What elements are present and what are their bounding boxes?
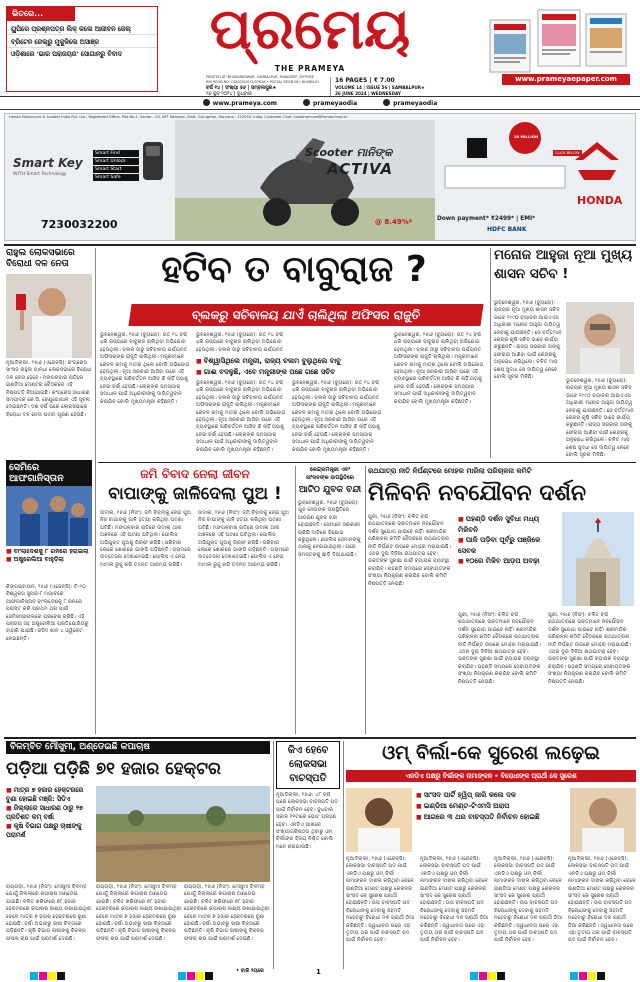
print-info	[206, 75, 326, 98]
inside-item[interactable]: ଓଡ଼ିଶାରେ 'ଭାର ପରାଜୟର' ସୋଗାନରୁ ବିବାଦ	[7, 47, 157, 59]
secretary-body-1: ଭୁବନେଶ୍ୱର, ୨୫ା୬ (ବ୍ୟୁରୋ): ରାଜ୍ୟର ନୂଆ ମୁଖ୍ୟ ଶାସନ ସଚିବ ଭାବେ ୧୯୯୦ ବ୍ୟାଚର ଆଇଏଏସ ଅଧିକାରୀ ମନୋଜ ଆହୁଜା ଦାୟିତ୍ୱ ନେବାକୁ ଯାଉଛନ୍ତି। ସେ ବର୍ତ୍ତମାନ କେନ୍ଦ୍ର କୃଷି ସଚିବ ଭାବେ କାର୍ଯ୍ୟ କରୁଛନ୍ତି। ରାଜ୍ୟ ସରକାର ତାଙ୍କୁ ଫେରାଇ ଆଣିବା ପାଇଁ କେନ୍ଦ୍ରକୁ ଅନୁରୋଧ କରିଥିଲେ। ଚଳିତ ମାସ ଶେଷ ସୁଦ୍ଧା ସେ ଦାୟିତ୍ୱ ନେବେ ବୋଲି ସୂଚନା ମିଳିଛି।	[494, 300, 562, 381]
jagannath-bullet: ■ ପହଣ୍ଡି ଦର୍ଶନ ସୁବିଧା ମଧ୍ୟ ମିଳିବନି	[458, 514, 558, 535]
website-link[interactable]	[203, 99, 277, 107]
facebook-label: prameyaodia	[313, 100, 358, 107]
afghan-body: କିଙ୍ଗଷ୍ଟାଉନ, ୨୫ା୬ (ଏଜେନ୍ସି): ଟି-୨୦ ବିଶ୍ୱକପ ସୁପର-୮ ମ୍ୟାଚରେ ଆଫଗାନିସ୍ତାନ ବାଂଲାଦେଶକୁ ୮ ରନରେ ପରାସ୍ତ କରି ପ୍ରଥମ ଥର ପାଇଁ ସେମିଫାଇନାଲରେ ପ୍ରବେଶ କରିଛି। ଏହି ପରାଜୟ ସହ ଅଷ୍ଟ୍ରେଲିଆ ପ୍ରତିଯୋଗିତାରୁ ବାହାରି ଯାଇଛି। ରସିଦ ଖାନ ୪ ଓ୍ୱିକେଟ ନେଇଛନ୍ତି।	[6, 584, 89, 642]
pages-price: 16 PAGES | ₹ 7.00	[335, 77, 395, 84]
youth-headline[interactable]: ଆଟିଠ ଯୁବକ ବନ୍ଦୀ	[298, 485, 362, 495]
afghan-bullet: ■ ବାଂଲାଦେଶକୁ ୮ ରନରେ ହରାଇଲା	[6, 548, 92, 556]
page-number: 1	[316, 968, 321, 976]
youth-kicker: କେନ୍ଦ୍ରମନ୍ତ୍ରୀ ଏବଂ ସାଂସଦଙ୍କ ଉପସ୍ଥିତିରେ	[305, 467, 354, 481]
masthead-title: ପ୍ରମେୟ	[209, 0, 411, 62]
ahuja-photo	[566, 302, 634, 374]
secretary-headline[interactable]: ମନୋଜ ଆହୁଜା ନୂଆ ମୁଖ୍ୟ ଶାସନ ସଚିବ !	[494, 247, 633, 282]
twitter-link[interactable]	[383, 99, 437, 107]
jagannath-bullets	[458, 514, 558, 567]
speaker-bullet: ■ ସାଂସଦ ପାର୍ଟି ହ୍ୱିପ୍ ଜାରି କଲେ ଦଳ	[416, 790, 566, 801]
feature-tag: Smart Find	[93, 150, 139, 157]
field-photo	[96, 786, 270, 882]
youth-body: ଭୁବନେଶ୍ୱର, ୨୫ା୬ (ବ୍ୟୁରୋ): ଯୁବ ନେତାଙ୍କ ଉପସ୍ଥିତିରେ ଆଠଜଣ ଯୁବକ ବନ୍ଦୀ ହୋଇଛନ୍ତି। ସେମାନେ ସରକାରୀ ଚାକିରି ଦାବିରେ ବିକ୍ଷୋଭ କରୁଥିଲେ। ପୋଲିସ ସେମାନଙ୍କୁ ଥାନାକୁ ନେଇଯାଇଥିଲା। ପରେ ସମସ୍ତଙ୍କୁ ଛାଡ଼ି ଦିଆଯାଇଛି।	[298, 500, 361, 558]
cotton-bullet: ■ ମାତ୍ର ୭ ହଜାର ହେକ୍ଟରରେ ବୁଣା ହୋଇଛି ମଞ୍ଜି: ସିଡିଏ	[6, 786, 92, 804]
continued-note: • ବାକି ୨ୟରେ	[236, 968, 264, 974]
lead-subhead: ବ୍ଲକରୁ ସଚିବାଳୟ ଯାଏଁ ଚାଲିଥିଲା ଅଫିସର ରାଜୁତି	[128, 304, 483, 326]
land-body-2: ଉଦାଳା, ୨୫ା୬ (ନିସଂ): ଜମି ବିବାଦକୁ ନେଇ ପୁଅ ନିଜ ବାପାଙ୍କୁ ଜାଳି ହତ୍ୟା କରିଥିବା ଘଟଣା ଘଟିଛି। ମଙ୍ଗଳବାର ରାତିରେ ଉଦାଳା ଥାନା ଅଞ୍ଚଳରେ ଏହି ଘଟଣା ଘଟିଥିଲା। ପୋଲିସ ଅଭିଯୁକ୍ତ ପୁଅକୁ ଗିରଫ କରିଛି। ପରିବାର ଲୋକେ ଶୋକରେ ଭାଙ୍ଗି ପଡ଼ିଛନ୍ତି। ଗ୍ରାମରେ ଉତ୍ତେଜନା ଦେଖାଦେଇଛି। ପୋଲିସ ଏ ନେଇ ମାମଲା ରୁଜୁ କରି ତଦନ୍ତ ଆରମ୍ଭ କରିଛି।	[198, 510, 289, 568]
smart-key-sub: WITH Smart Technology	[13, 172, 67, 177]
x-icon	[383, 99, 390, 106]
lead-headline[interactable]: ହଟିବ ତ ବାବୁରାଜ ?	[161, 249, 427, 290]
ad-badge: 16 MILLION	[513, 134, 539, 139]
afghan-heading[interactable]: ସେମିରେ ଆଫଗାନିସ୍ତାନ	[6, 460, 92, 486]
scooter-name: Scooter ମାନିଙ୍କ	[305, 146, 393, 159]
cotton-body-1: ରାୟଗଡ଼ା, ୨୫ା୬ (ନିସଂ): ମୌସୁମୀ ବିଳମ୍ବ ଯୋଗୁଁ ଜିଲ୍ଲାରେ କପାଚାଷ ଅଣ୍ଡେଇ ଯାଇଛି। ଚଳିତ ଖରିଫରେ ୭୮ ହଜାର ହେକ୍ଟରରେ କପାଚାଷ ଲକ୍ଷ୍ୟ ରଖାଯାଇଥିବା ବେଳେ ମାତ୍ର ୭ ହଜାର ହେକ୍ଟରରେ ବୁଣା ହୋଇଛି। ବର୍ଷା ଅଭାବରୁ ଚାଷୀ ଚିନ୍ତାରେ ପଡ଼ିଛନ୍ତି। କୃଷି ବିଭାଗ ଚାଷୀଙ୍କୁ ବିକଳ୍ପ ଫସଲ ଚାଷ ପାଇଁ ପରାମର୍ଶ ଦେଇଛି।	[6, 884, 92, 942]
social-strip	[0, 96, 640, 110]
jagannath-bullet: ■ ୧୦ରେ ମିଳିବ ଆଡ଼ପ ଅବଢ଼ା	[458, 556, 558, 567]
lead-body-4: ଭୁବନେଶ୍ୱର, ୨୫ା୬ (ବ୍ୟୁରୋ): ଗତ ୨୪ ବର୍ଷ ଧରି ରାଜ୍ୟରେ ବାବୁରାଜ ଚାଲିଥିବା ଅଭିଯୋଗ ହେଉଥିଲା। ବ୍ଲକ ଠାରୁ ସଚିବାଳୟ ପର୍ଯ୍ୟନ୍ତ ଅଫିସରଙ୍କ ରାଜୁତି ଚାଲିଥିଲା। ମନ୍ତ୍ରୀମାନେ କେବଳ ନାମକୁ ମାତ୍ର ଥିଲେ ବୋଲି ଅଭିଯୋଗ ହେଉଥିଲା। ନୂଆ ସରକାର ଆସିବା ପରେ ଏହି ବ୍ୟବସ୍ଥାରେ ପରିବର୍ତ୍ତନ ଆସିବ କି ନାହିଁ ତାହାକୁ ନେଇ ଚର୍ଚ୍ଚା ହେଉଛି। ଲୋକଙ୍କ ସମସ୍ୟାର ସମାଧାନ ପାଇଁ ଅଧିକାରୀଙ୍କୁ ଦାୟିତ୍ୱବାନ କରାଯିବ ବୋଲି ମୁଖ୍ୟମନ୍ତ୍ରୀ କହିଛନ୍ତି।	[292, 380, 382, 453]
lead-body-1: ଭୁବନେଶ୍ୱର, ୨୫ା୬ (ବ୍ୟୁରୋ): ଗତ ୨୪ ବର୍ଷ ଧରି ରାଜ୍ୟରେ ବାବୁରାଜ ଚାଲିଥିବା ଅଭିଯୋଗ ହେଉଥିଲା। ବ୍ଲକ ଠାରୁ ସଚିବାଳୟ ପର୍ଯ୍ୟନ୍ତ ଅଫିସରଙ୍କ ରାଜୁତି ଚାଲିଥିଲା। ମନ୍ତ୍ରୀମାନେ କେବଳ ନାମକୁ ମାତ୍ର ଥିଲେ ବୋଲି ଅଭିଯୋଗ ହେଉଥିଲା। ନୂଆ ସରକାର ଆସିବା ପରେ ଏହି ବ୍ୟବସ୍ଥାରେ ପରିବର୍ତ୍ତନ ଆସିବ କି ନାହିଁ ତାହାକୁ ନେଇ ଚର୍ଚ୍ଚା ହେଉଛି। ଲୋକଙ୍କ ସମସ୍ୟାର ସମାଧାନ ପାଇଁ ଅଧିକାରୀଙ୍କୁ ଦାୟିତ୍ୱବାନ କରାଯିବ ବୋଲି ମୁଖ୍ୟମନ୍ତ୍ରୀ କହିଛନ୍ତି।	[100, 332, 190, 405]
ad-bank: HDFC BANK	[487, 226, 527, 233]
afghan-bullet: ■ ଅଷ୍ଟ୍ରେଲିଆ ବାହୁଡ଼ିଲା	[6, 556, 92, 564]
odia-date: ବର୍ଷ ୧୪ | ସଂଖ୍ୟା ୫୬ | ସମ୍ବଲପୁର★	[206, 86, 277, 91]
rahul-heading[interactable]: ରାହୁଲ ଲୋକସଭାରେ ବିରୋଧୀ ଦଳ ନେତା	[6, 248, 75, 269]
speaker-bullet: ■ ଇଣ୍ଡିଆ ମେଣ୍ଟ-ଟିଏମସି ଅରାପ	[416, 801, 566, 812]
cotton-kicker: ବିଳମ୍ବିତ ମୌସୁମୀ, ଅଣ୍ଡେଇଛି କପାଚାଷ	[6, 741, 270, 754]
speaker-body-2: ନୂଆଦିଲ୍ଲୀ, ୨୫ା୬ (ଏଜେନ୍ସି): ଲୋକସଭା ବାଚସ୍ପତି ପଦ ପାଇଁ ଏନଡିଏ ପକ୍ଷରୁ ଓମ୍ ବିର୍ଲା ନାମାଙ୍କନ ଦାଖଲ କରିଥିବା ବେଳେ ଇଣ୍ଡିଆ ମେଣ୍ଟ ପକ୍ଷରୁ କେରଳର ସାଂସଦ କେ ସୁରେଶ ପ୍ରାର୍ଥୀ ହୋଇଛନ୍ତି। ଉପ ବାଚସ୍ପତି ପଦ ବିରୋଧୀଙ୍କୁ ଦେବାକୁ ସହମତି ନହେବାରୁ ବିରୋଧୀ ଦଳ ପ୍ରାର୍ଥୀ ଠିଆ କରିଛନ୍ତି। ସ୍ୱାଧୀନତା ପରେ ଏହା ତୃତୀୟ ଥର ପାଇଁ ବାଚସ୍ପତି ପଦ ପାଇଁ ନିର୍ବାଚନ ହେବ।	[420, 856, 489, 944]
inside-item[interactable]: ୟୁପିରେ ପ୍ରଶ୍ନପତ୍ର ଲିକ୍ କଲେ ଆଜୀବନ ଜେଲ୍	[11, 25, 131, 33]
land-subhead[interactable]: ବାପାଙ୍କୁ ଜାଳିଦେଲା ପୁଅ !	[108, 484, 282, 504]
rahul-body: ନୂଆଦିଲ୍ଲୀ, ୨୫ା୬ (ଏଜେନ୍ସି): କଂଗ୍ରେସ ସାଂସଦ ରାହୁଲ ଗାନ୍ଧୀ ଲୋକସଭାରେ ବିରୋଧୀ ଦଳ ନେତା ହେବେ। ମଙ୍ଗଳବାର ରାତିରେ ଇଣ୍ଡିଆ ମେଣ୍ଟର ବୈଠକରେ ଏହି ନିଷ୍ପତ୍ତି ନିଆଯାଇଛି। କଂଗ୍ରେସ ସାଧାରଣ ସମ୍ପାଦକ କେ.ସି. ବେଣୁଗୋପାଳ ଏହି ସୂଚନା ଦେଇଛନ୍ତି। ଦଶ ବର୍ଷ ପରେ ଲୋକସଭାରେ ବିରୋଧୀ ଦଳ ନେତା ପଦବୀ ପୂରଣ ହେଉଛି।	[6, 360, 92, 418]
land-body-1: ଉଦାଳା, ୨୫ା୬ (ନିସଂ): ଜମି ବିବାଦକୁ ନେଇ ପୁଅ ନିଜ ବାପାଙ୍କୁ ଜାଳି ହତ୍ୟା କରିଥିବା ଘଟଣା ଘଟିଛି। ମଙ୍ଗଳବାର ରାତିରେ ଉଦାଳା ଥାନା ଅଞ୍ଚଳରେ ଏହି ଘଟଣା ଘଟିଥିଲା। ପୋଲିସ ଅଭିଯୁକ୍ତ ପୁଅକୁ ଗିରଫ କରିଛି। ପରିବାର ଲୋକେ ଶୋକରେ ଭାଙ୍ଗି ପଡ଼ିଛନ୍ତି। ଗ୍ରାମରେ ଉତ୍ତେଜନା ଦେଖାଦେଇଛି। ପୋଲିସ ଏ ନେଇ ମାମଲା ରୁଜୁ କରି ତଦନ୍ତ ଆରମ୍ଭ କରିଛି।	[100, 510, 191, 568]
feature-tag: Smart Unlock	[93, 158, 139, 165]
ad-phone[interactable]: 7230032200	[41, 218, 118, 231]
ad-offer: Down payment* ₹2499* | EMI*	[437, 216, 536, 222]
honda-ad[interactable]	[4, 113, 636, 241]
speaker-bullet: ■ ଆଗରେ ୩ ଥର ବାଚସ୍ପତି ନିର୍ବାଚନ ହୋଇଛି	[416, 812, 566, 823]
speaker-bullets	[416, 790, 566, 823]
speaker-subhead: ଏନଡିଏ ପକ୍ଷରୁ ବିର୍ଲାଙ୍କ ନାମାଙ୍କନ • ବିରୋଧୀଙ୍କ ପ୍ରାର୍ଥୀ କେ ସୁରେଶ	[346, 770, 636, 782]
afghan-bullets	[6, 548, 92, 564]
ad-cta[interactable]: CLICK BELOW	[555, 151, 580, 155]
lead-bullet: ■ ଗାଈ ବଦଳୁଛି, ଏବେ ମନ୍ତ୍ରୀଙ୍କ ପଛେ ଗଛେ ସଚିବ	[196, 367, 392, 378]
epaper-promo[interactable]	[482, 4, 634, 92]
birla-photo	[570, 788, 636, 852]
reg-no: RNI REGD NO: ODIODI/2011/37616 • POSTAL REGD NO: BHUBN-01	[206, 80, 320, 84]
speaker-body-1: ନୂଆଦିଲ୍ଲୀ, ୨୫ା୬ (ଏଜେନ୍ସି): ଲୋକସଭା ବାଚସ୍ପତି ପଦ ପାଇଁ ଏନଡିଏ ପକ୍ଷରୁ ଓମ୍ ବିର୍ଲା ନାମାଙ୍କନ ଦାଖଲ କରିଥିବା ବେଳେ ଇଣ୍ଡିଆ ମେଣ୍ଟ ପକ୍ଷରୁ କେରଳର ସାଂସଦ କେ ସୁରେଶ ପ୍ରାର୍ଥୀ ହୋଇଛନ୍ତି। ଉପ ବାଚସ୍ପତି ପଦ ବିରୋଧୀଙ୍କୁ ଦେବାକୁ ସହମତି ନହେବାରୁ ବିରୋଧୀ ଦଳ ପ୍ରାର୍ଥୀ ଠିଆ କରିଛନ୍ତି। ସ୍ୱାଧୀନତା ପରେ ଏହା ତୃତୀୟ ଥର ପାଇଁ ବାଚସ୍ପତି ପଦ ପାଇଁ ନିର୍ବାଚନ ହେବ।	[346, 856, 415, 944]
epaper-url[interactable]: www.prameyaepaper.com	[502, 74, 630, 85]
rahul-photo	[6, 274, 92, 358]
honda-logo: HONDA	[577, 194, 623, 207]
website-label: www.prameya.com	[212, 100, 278, 107]
jagannath-headline[interactable]: ମିଳିବନି ନବଯୌବନ ଦର୍ଶନ	[368, 481, 587, 506]
speaker-body-4: ନୂଆଦିଲ୍ଲୀ, ୨୫ା୬ (ଏଜେନ୍ସି): ଲୋକସଭା ବାଚସ୍ପତି ପଦ ପାଇଁ ଏନଡିଏ ପକ୍ଷରୁ ଓମ୍ ବିର୍ଲା ନାମାଙ୍କନ ଦାଖଲ କରିଥିବା ବେଳେ ଇଣ୍ଡିଆ ମେଣ୍ଟ ପକ୍ଷରୁ କେରଳର ସାଂସଦ କେ ସୁରେଶ ପ୍ରାର୍ଥୀ ହୋଇଛନ୍ତି। ଉପ ବାଚସ୍ପତି ପଦ ବିରୋଧୀଙ୍କୁ ଦେବାକୁ ସହମତି ନହେବାରୁ ବିରୋଧୀ ଦଳ ପ୍ରାର୍ଥୀ ଠିଆ କରିଛନ୍ତି। ସ୍ୱାଧୀନତା ପରେ ଏହା ତୃତୀୟ ଥର ପାଇଁ ବାଚସ୍ପତି ପଦ ପାଇଁ ନିର୍ବାଚନ ହେବ।	[568, 856, 636, 944]
suresh-photo	[346, 788, 412, 852]
lead-body-5: ଭୁବନେଶ୍ୱର, ୨୫ା୬ (ବ୍ୟୁରୋ): ଗତ ୨୪ ବର୍ଷ ଧରି ରାଜ୍ୟରେ ବାବୁରାଜ ଚାଲିଥିବା ଅଭିଯୋଗ ହେଉଥିଲା। ବ୍ଲକ ଠାରୁ ସଚିବାଳୟ ପର୍ଯ୍ୟନ୍ତ ଅଫିସରଙ୍କ ରାଜୁତି ଚାଲିଥିଲା। ମନ୍ତ୍ରୀମାନେ କେବଳ ନାମକୁ ମାତ୍ର ଥିଲେ ବୋଲି ଅଭିଯୋଗ ହେଉଥିଲା। ନୂଆ ସରକାର ଆସିବା ପରେ ଏହି ବ୍ୟବସ୍ଥାରେ ପରିବର୍ତ୍ତନ ଆସିବ କି ନାହିଁ ତାହାକୁ ନେଇ ଚର୍ଚ୍ଚା ହେଉଛି। ଲୋକଙ୍କ ସମସ୍ୟାର ସମାଧାନ ପାଇଁ ଅଧିକାରୀଙ୍କୁ ଦାୟିତ୍ୱବାନ କରାଯିବ ବୋଲି ମୁଖ୍ୟମନ୍ତ୍ରୀ କହିଛନ୍ତି।	[394, 332, 484, 405]
cotton-body-3: ରାୟଗଡ଼ା, ୨୫ା୬ (ନିସଂ): ମୌସୁମୀ ବିଳମ୍ବ ଯୋଗୁଁ ଜିଲ୍ଲାରେ କପାଚାଷ ଅଣ୍ଡେଇ ଯାଇଛି। ଚଳିତ ଖରିଫରେ ୭୮ ହଜାର ହେକ୍ଟରରେ କପାଚାଷ ଲକ୍ଷ୍ୟ ରଖାଯାଇଥିବା ବେଳେ ମାତ୍ର ୭ ହଜାର ହେକ୍ଟରରେ ବୁଣା ହୋଇଛି। ବର୍ଷା ଅଭାବରୁ ଚାଷୀ ଚିନ୍ତାରେ ପଡ଼ିଛନ୍ତି। କୃଷି ବିଭାଗ ଚାଷୀଙ୍କୁ ବିକଳ୍ପ ଫସଲ ଚାଷ ପାଇଁ ପରାମର୍ଶ ଦେଇଛି।	[184, 884, 270, 942]
issue-date: 26 JUNE 2024 | WEDNESDAY	[335, 91, 401, 96]
lead-bullets	[196, 356, 392, 378]
ad-company-line: Honda Motorcycle & Scooter India Pvt. Ltd., Registered Office: Plot No.1, Sector - 03, IMT Manesar, Distt. Gurugram, Haryana - 122050, India, Customer Care: customercare@honda.hmsi.in	[9, 115, 348, 119]
secretary-body-2: ଭୁବନେଶ୍ୱର, ୨୫ା୬ (ବ୍ୟୁରୋ): ରାଜ୍ୟର ନୂଆ ମୁଖ୍ୟ ଶାସନ ସଚିବ ଭାବେ ୧୯୯୦ ବ୍ୟାଚର ଆଇଏଏସ ଅଧିକାରୀ ମନୋଜ ଆହୁଜା ଦାୟିତ୍ୱ ନେବାକୁ ଯାଉଛନ୍ତି। ସେ ବର୍ତ୍ତମାନ କେନ୍ଦ୍ର କୃଷି ସଚିବ ଭାବେ କାର୍ଯ୍ୟ କରୁଛନ୍ତି। ରାଜ୍ୟ ସରକାର ତାଙ୍କୁ ଫେରାଇ ଆଣିବା ପାଇଁ କେନ୍ଦ୍ରକୁ ଅନୁରୋଧ କରିଥିଲେ। ଚଳିତ ମାସ ଶେଷ ସୁଦ୍ଧା ସେ ଦାୟିତ୍ୱ ନେବେ ବୋଲି ସୂଚନା ମିଳିଛି।	[566, 378, 634, 458]
cotton-bullet: ■ କୃଷି ବିଭାଗ ପକ୍ଷରୁ ଚାଷୀଙ୍କୁ ପରାମର୍ଶ	[6, 822, 92, 840]
cotton-bullet: ■ ଜିଲ୍ଲାରେ ସାଧାରଣ ଠାରୁ ୨୭ ପ୍ରତିଶତ କମ୍ ବର୍ଷା	[6, 804, 92, 822]
afghan-photo	[6, 486, 92, 546]
inside-label: ଭିତରେ...	[7, 7, 75, 21]
temple-photo	[562, 512, 634, 606]
odia-date-2: ୨୬ ଜୁନ ୨୦୨୪ | ବୁଧବାର	[206, 92, 252, 97]
twitter-label: prameyaodia	[393, 100, 438, 107]
speaker-headline[interactable]: ଓମ୍ ବିର୍ଲା-କେ ସୁରେଶ ଲଢ଼େଇ	[382, 742, 600, 764]
lead-body-2: ଭୁବନେଶ୍ୱର, ୨୫ା୬ (ବ୍ୟୁରୋ): ଗତ ୨୪ ବର୍ଷ ଧରି ରାଜ୍ୟରେ ବାବୁରାଜ ଚାଲିଥିବା ଅଭିଯୋଗ ହେଉଥିଲା। ବ୍ଲକ ଠାରୁ ସଚିବାଳୟ ପର୍ଯ୍ୟନ୍ତ	[196, 332, 284, 352]
feature-tag: Smart Start	[93, 166, 139, 173]
cotton-body-2: ରାୟଗଡ଼ା, ୨୫ା୬ (ନିସଂ): ମୌସୁମୀ ବିଳମ୍ବ ଯୋଗୁଁ ଜିଲ୍ଲାରେ କପାଚାଷ ଅଣ୍ଡେଇ ଯାଇଛି। ଚଳିତ ଖରିଫରେ ୭୮ ହଜାର ହେକ୍ଟରରେ କପାଚାଷ ଲକ୍ଷ୍ୟ ରଖାଯାଇଥିବା ବେଳେ ମାତ୍ର ୭ ହଜାର ହେକ୍ଟରରେ ବୁଣା ହୋଇଛି। ବର୍ଷା ଅଭାବରୁ ଚାଷୀ ଚିନ୍ତାରେ ପଡ଼ିଛନ୍ତି। କୃଷି ବିଭାଗ ଚାଷୀଙ୍କୁ ବିକଳ୍ପ ଫସଲ ଚାଷ ପାଇଁ ପରାମର୍ଶ ଦେଇଛି।	[96, 884, 182, 942]
volume: VOLUME 14 | ISSUE 56 | SAMBALPUR★	[335, 85, 425, 90]
facebook-icon	[303, 99, 310, 106]
inside-box	[6, 6, 158, 92]
speaker-side-headline[interactable]: କିଏ ହେବେ ଲୋକସଭା ବାଚସ୍ପତି	[276, 741, 340, 789]
facebook-link[interactable]	[303, 99, 357, 107]
jagannath-body-3: ପୁରୀ, ୨୫ା୬ (ନିସଂ): ଚଳିତ ବର୍ଷ ରଥଯାତ୍ରାରେ ଭକ୍ତମାନେ ନବଯୌବନ ଦର୍ଶନ ସୁଯୋଗ ପାଇବେ ନାହିଁ। ଶ୍ରୀମନ୍ଦିର ପରିଚାଳନା କମିଟି ବୈଠକରେ ରଥଯାତ୍ରାର ନୀତି ନିର୍ଘଣ୍ଟ ଉପରେ ମୋହର ମରାଯାଇଛି। ଏଥର ଦୁଇ ଦିନିଆ ରଥଯାତ୍ରା ହେବ। ଭକ୍ତଙ୍କ ସୁରକ୍ଷା ପାଇଁ ବ୍ୟାପକ ବ୍ୟବସ୍ଥା କରାଯିବ। ପହଣ୍ଡି ସମୟରେ ସେବାୟତଙ୍କ ସଂଖ୍ୟା ନିୟନ୍ତ୍ରଣ କରାଯିବ ବୋଲି କମିଟି ନିଷ୍ପତ୍ତି ନେଇଛି।	[548, 612, 631, 685]
cotton-bullets	[6, 786, 92, 840]
masthead-subtitle: THE PRAMEYA	[274, 64, 346, 73]
jagannath-body-1: ପୁରୀ, ୨୫ା୬ (ନିସଂ): ଚଳିତ ବର୍ଷ ରଥଯାତ୍ରାରେ ଭକ୍ତମାନେ ନବଯୌବନ ଦର୍ଶନ ସୁଯୋଗ ପାଇବେ ନାହିଁ। ଶ୍ରୀମନ୍ଦିର ପରିଚାଳନା କମିଟି ବୈଠକରେ ରଥଯାତ୍ରାର ନୀତି ନିର୍ଘଣ୍ଟ ଉପରେ ମୋହର ମରାଯାଇଛି। ଏଥର ଦୁଇ ଦିନିଆ ରଥଯାତ୍ରା ହେବ। ଭକ୍ତଙ୍କ ସୁରକ୍ଷା ପାଇଁ ବ୍ୟାପକ ବ୍ୟବସ୍ଥା କରାଯିବ। ପହଣ୍ଡି ସମୟରେ ସେବାୟତଙ୍କ ସଂଖ୍ୟା ନିୟନ୍ତ୍ରଣ କରାଯିବ ବୋଲି କମିଟି ନିଷ୍ପତ୍ତି ନେଇଛି।	[368, 514, 451, 587]
feature-tag: Smart Safe	[93, 174, 139, 181]
inside-item[interactable]: ବ୍ରିଟେନ ଜେଲ୍ରୁ ମୁକୁଳିଲେ ଅସାଞ୍ଜ	[7, 34, 157, 47]
globe-icon	[203, 99, 210, 106]
jagannath-body-2: ପୁରୀ, ୨୫ା୬ (ନିସଂ): ଚଳିତ ବର୍ଷ ରଥଯାତ୍ରାରେ ଭକ୍ତମାନେ ନବଯୌବନ ଦର୍ଶନ ସୁଯୋଗ ପାଇବେ ନାହିଁ। ଶ୍ରୀମନ୍ଦିର ପରିଚାଳନା କମିଟି ବୈଠକରେ ରଥଯାତ୍ରାର ନୀତି ନିର୍ଘଣ୍ଟ ଉପରେ ମୋହର ମରାଯାଇଛି। ଏଥର ଦୁଇ ଦିନିଆ ରଥଯାତ୍ରା ହେବ। ଭକ୍ତଙ୍କ ସୁରକ୍ଷା ପାଇଁ ବ୍ୟାପକ ବ୍ୟବସ୍ଥା କରାଯିବ। ପହଣ୍ଡି ସମୟରେ ସେବାୟତଙ୍କ ସଂଖ୍ୟା ନିୟନ୍ତ୍ରଣ କରାଯିବ ବୋଲି କମିଟି ନିଷ୍ପତ୍ତି ନେଇଛି।	[458, 612, 541, 685]
lead-body-3: ଭୁବନେଶ୍ୱର, ୨୫ା୬ (ବ୍ୟୁରୋ): ଗତ ୨୪ ବର୍ଷ ଧରି ରାଜ୍ୟରେ ବାବୁରାଜ ଚାଲିଥିବା ଅଭିଯୋଗ ହେଉଥିଲା। ବ୍ଲକ ଠାରୁ ସଚିବାଳୟ ପର୍ଯ୍ୟନ୍ତ ଅଫିସରଙ୍କ ରାଜୁତି ଚାଲିଥିଲା। ମନ୍ତ୍ରୀମାନେ କେବଳ ନାମକୁ ମାତ୍ର ଥିଲେ ବୋଲି ଅଭିଯୋଗ ହେଉଥିଲା। ନୂଆ ସରକାର ଆସିବା ପରେ ଏହି ବ୍ୟବସ୍ଥାରେ ପରିବର୍ତ୍ତନ ଆସିବ କି ନାହିଁ ତାହାକୁ ନେଇ ଚର୍ଚ୍ଚା ହେଉଛି। ଲୋକଙ୍କ ସମସ୍ୟାର ସମାଧାନ ପାଇଁ ଅଧିକାରୀଙ୍କୁ ଦାୟିତ୍ୱବାନ କରାଯିବ ବୋଲି ମୁଖ୍ୟମନ୍ତ୍ରୀ କହିଛନ୍ତି।	[196, 380, 286, 453]
land-headline[interactable]: ଜମି ବିବାଦ ନେଲା ଜୀବନ	[140, 467, 250, 481]
epaper-thumbnails	[482, 4, 634, 78]
cotton-headline[interactable]: ପଡ଼ିଆ ପଡ଼ିଛି ୭୧ ହଜାର ହେକ୍ଟର	[6, 759, 221, 779]
jagannath-kicker: ରଥଯାତ୍ରା ନୀତି ନିର୍ଘଣ୍ଟରେ ମୋହର ମାରିଲା ପରିଚାଳନା କମିଟି	[368, 467, 532, 475]
printed-at: PRINTED AT: BHUBANESWAR, SAMBALPUR, PARADEEP, JEYPORE	[206, 75, 314, 79]
issue-info	[330, 77, 425, 97]
speaker-side-body: ନୂଆଦିଲ୍ଲୀ, ୨୫ା୬: ୪୮ ବର୍ଷ ପରେ ଲୋକସଭା ବାଚସ୍ପତି ପଦ ପାଇଁ ନିର୍ବାଚନ ହେବ। ବୁଧବାର ସକାଳ ୧୧ଟାରେ ଭୋଟ ଗ୍ରହଣ ହେବ। ଏନଡିଏ ପାଖରେ ସଂଖ୍ୟାଗରିଷ୍ଠତା ଥିବାରୁ ଓମ୍ ବିର୍ଲାଙ୍କ ବିଜୟ ନିଶ୍ଚିତ ବୋଲି ମନେ କରାଯାଉଛି।	[276, 792, 338, 850]
jagannath-bullet: ■ ପାଳି ପଡ଼ିବା ପୂର୍ବରୁ ପଞ୍ଜିକେ ସେବକ	[458, 535, 558, 556]
lead-bullet: ■ ବିଶ୍ୱାସିଥିଲେ ମନ୍ତ୍ରୀ, ରାଜ୍ୟ ଚଳାମ ବୁଲୁଥିଲେ ବାବୁ	[196, 356, 392, 367]
scooter-model: ACTIVA	[327, 160, 394, 178]
smart-key-logo: Smart Key	[13, 156, 83, 170]
ad-interest: @ 8.49%*	[375, 218, 413, 226]
smart-features	[93, 150, 139, 181]
speaker-body-3: ନୂଆଦିଲ୍ଲୀ, ୨୫ା୬ (ଏଜେନ୍ସି): ଲୋକସଭା ବାଚସ୍ପତି ପଦ ପାଇଁ ଏନଡିଏ ପକ୍ଷରୁ ଓମ୍ ବିର୍ଲା ନାମାଙ୍କନ ଦାଖଲ କରିଥିବା ବେଳେ ଇଣ୍ଡିଆ ମେଣ୍ଟ ପକ୍ଷରୁ କେରଳର ସାଂସଦ କେ ସୁରେଶ ପ୍ରାର୍ଥୀ ହୋଇଛନ୍ତି। ଉପ ବାଚସ୍ପତି ପଦ ବିରୋଧୀଙ୍କୁ ଦେବାକୁ ସହମତି ନହେବାରୁ ବିରୋଧୀ ଦଳ ପ୍ରାର୍ଥୀ ଠିଆ କରିଛନ୍ତି। ସ୍ୱାଧୀନତା ପରେ ଏହା ତୃତୀୟ ଥର ପାଇଁ ବାଚସ୍ପତି ପଦ ପାଇଁ ନିର୍ବାଚନ ହେବ।	[494, 856, 563, 944]
